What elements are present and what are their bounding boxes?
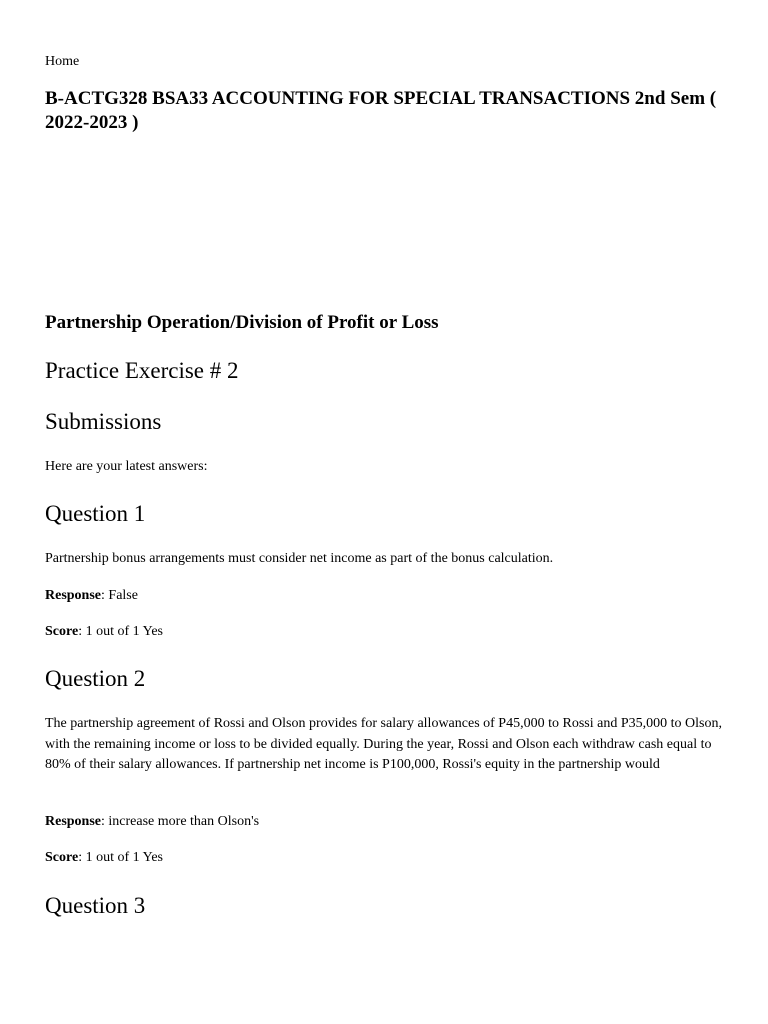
submissions-heading: Submissions [45,409,162,434]
score-label: Score [45,624,79,639]
question-1-response [45,587,138,605]
question-2-response [45,813,259,831]
question-1-text: Partnership bonus arrangements must consider net income as part of the bonus calculation. [45,551,554,566]
score-value: : 1 out of 1 Yes [78,850,163,865]
question-2-title: Question 2 [45,666,146,691]
question-3-title: Question 3 [45,893,146,918]
intro-text: Here are your latest answers: [45,459,208,474]
response-value: : False [101,588,138,603]
exercise-title: Practice Exercise # 2 [45,358,239,383]
response-label: Response [45,588,102,603]
course-title: B-ACTG328 BSA33 ACCOUNTING FOR SPECIAL TRANSACTIONS 2nd Sem ( 2022-2023 ) [45,88,717,133]
topic-title: Partnership Operation/Division of Profit or Loss [45,312,439,333]
score-label: Score [45,850,79,865]
question-1-title: Question 1 [45,501,146,526]
score-value: : 1 out of 1 Yes [78,624,163,639]
question-2-score [45,849,163,867]
question-2-text: The partnership agreement of Rossi and Olson provides for salary allowances of P45,000 to Rossi and P35,000 to Olson, with the remaining income or loss to be divided equally. During the year, Rossi and Olson each withdraw cash equal to 80% of their salary allowances. If partnership net income is P100,000, Rossi's equity in the partnership would [45,716,722,772]
breadcrumb-home-link[interactable]: Home [45,54,80,69]
response-label: Response [45,814,102,829]
response-value: : increase more than Olson's [101,814,260,829]
question-1-score [45,623,163,641]
